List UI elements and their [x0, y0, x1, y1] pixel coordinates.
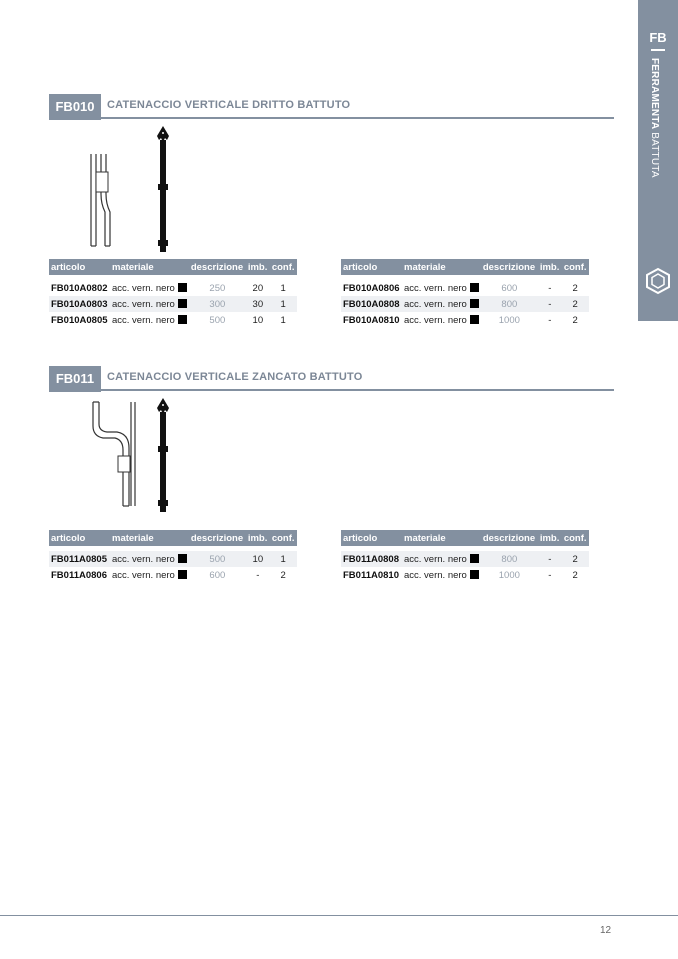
- col-articolo: articolo: [341, 259, 402, 278]
- cell-descrizione: 1000: [498, 314, 520, 326]
- material-text: acc. vern. nero: [404, 298, 467, 310]
- cell-articolo: FB010A0805: [51, 314, 108, 326]
- cell-materiale: [402, 312, 481, 328]
- cell-descrizione: 500: [189, 549, 246, 568]
- col-imb: imb.: [538, 259, 562, 278]
- cell-imb: -: [538, 296, 562, 312]
- material-text: acc. vern. nero: [112, 298, 175, 310]
- side-tab-label-thin: BATTUTA: [649, 132, 660, 178]
- table-row: [341, 312, 589, 328]
- cell-imb: 10: [246, 549, 270, 568]
- col-conf: conf.: [562, 259, 589, 278]
- table-row: [341, 567, 589, 583]
- col-descrizione: descrizione: [189, 259, 246, 278]
- col-descrizione: descrizione: [189, 530, 246, 549]
- cell-articolo: FB010A0808: [341, 296, 402, 312]
- col-materiale: materiale: [110, 530, 189, 549]
- black-color-swatch: [470, 299, 479, 308]
- cell-articolo: FB010A0806: [343, 282, 400, 294]
- cell-conf: 2: [280, 569, 286, 581]
- side-tab-label: [649, 58, 660, 178]
- cell-descrizione: 800: [481, 549, 538, 568]
- footer-rule: [0, 915, 678, 916]
- cell-materiale: [110, 567, 189, 583]
- cell-descrizione: 300: [189, 296, 246, 312]
- table-row: [49, 278, 297, 297]
- material-text: acc. vern. nero: [112, 282, 175, 294]
- cell-articolo: FB011A0805: [49, 549, 110, 568]
- table-header-row: [341, 530, 589, 549]
- cell-imb: -: [548, 569, 552, 581]
- section-code: FB010: [49, 94, 101, 120]
- table-row: [341, 296, 589, 312]
- table-row: [49, 567, 297, 583]
- cell-imb: 20: [252, 282, 264, 294]
- page-number: 12: [600, 925, 612, 936]
- table-row: [49, 549, 297, 568]
- black-color-swatch: [470, 283, 479, 292]
- table-row: [341, 278, 589, 297]
- table-header-row: [341, 259, 589, 278]
- cell-conf: 2: [572, 314, 578, 326]
- col-articolo: articolo: [49, 530, 110, 549]
- cell-materiale: [110, 312, 189, 328]
- cell-imb: -: [548, 314, 552, 326]
- cell-articolo: FB011A0808: [341, 549, 402, 568]
- black-color-swatch: [178, 283, 187, 292]
- black-color-swatch: [178, 299, 187, 308]
- material-text: acc. vern. nero: [112, 553, 175, 565]
- black-color-swatch: [178, 315, 187, 324]
- black-color-swatch: [178, 554, 187, 563]
- cell-materiale: [402, 549, 481, 568]
- col-descrizione: descrizione: [481, 530, 538, 549]
- section-header-fb011: [49, 366, 614, 392]
- cell-articolo: FB011A0810: [343, 569, 399, 581]
- cell-imb: 10: [252, 314, 264, 326]
- col-materiale: materiale: [402, 259, 481, 278]
- section-header-fb010: [49, 94, 614, 120]
- side-tab-label-bold: FERRAMENTA: [649, 58, 660, 130]
- cell-conf: 2: [562, 549, 589, 568]
- cell-articolo: FB010A0803: [49, 296, 110, 312]
- cell-materiale: [402, 296, 481, 312]
- section-title: CATENACCIO VERTICALE ZANCATO BATTUTO: [107, 371, 363, 383]
- cell-articolo: FB011A0806: [51, 569, 107, 581]
- cell-imb: 30: [246, 296, 270, 312]
- col-imb: imb.: [246, 259, 270, 278]
- material-text: acc. vern. nero: [112, 569, 175, 581]
- cell-articolo: FB010A0802: [51, 282, 108, 294]
- cell-materiale: [402, 278, 481, 297]
- table-fb011-right: [341, 530, 589, 583]
- side-tab-divider: [651, 49, 665, 51]
- table-fb010-right: [341, 259, 589, 328]
- cell-descrizione: 500: [209, 314, 226, 326]
- col-conf: conf.: [270, 530, 297, 549]
- cell-conf: 2: [572, 282, 578, 294]
- black-color-swatch: [178, 570, 187, 579]
- material-text: acc. vern. nero: [404, 282, 467, 294]
- black-color-swatch: [470, 554, 479, 563]
- cell-conf: 1: [270, 296, 297, 312]
- col-materiale: materiale: [110, 259, 189, 278]
- cell-descrizione: 600: [501, 282, 518, 294]
- material-text: acc. vern. nero: [112, 314, 175, 326]
- col-imb: imb.: [246, 530, 270, 549]
- cell-conf: 2: [572, 569, 578, 581]
- section-code: FB011: [49, 366, 101, 392]
- black-color-swatch: [470, 570, 479, 579]
- col-descrizione: descrizione: [481, 259, 538, 278]
- cell-imb: -: [538, 549, 562, 568]
- table-row: [49, 312, 297, 328]
- cell-descrizione: 800: [481, 296, 538, 312]
- material-text: acc. vern. nero: [404, 553, 467, 565]
- col-imb: imb.: [538, 530, 562, 549]
- cell-descrizione: 250: [209, 282, 226, 294]
- cell-materiale: [110, 296, 189, 312]
- material-text: acc. vern. nero: [404, 314, 467, 326]
- cell-descrizione: 600: [209, 569, 226, 581]
- cell-conf: 1: [270, 549, 297, 568]
- section-rule: [101, 117, 614, 119]
- cranked-bolt-illustration: [85, 396, 185, 526]
- cell-articolo: FB010A0810: [343, 314, 400, 326]
- col-conf: conf.: [562, 530, 589, 549]
- cell-imb: -: [256, 569, 260, 581]
- cell-conf: 1: [280, 282, 286, 294]
- section-title: CATENACCIO VERTICALE DRITTO BATTUTO: [107, 99, 351, 111]
- table-fb010-left: [49, 259, 297, 328]
- cell-conf: 1: [280, 314, 286, 326]
- material-text: acc. vern. nero: [404, 569, 467, 581]
- table-header-row: [49, 259, 297, 278]
- cell-descrizione: 1000: [498, 569, 520, 581]
- table-header-row: [49, 530, 297, 549]
- cell-conf: 2: [562, 296, 589, 312]
- cell-imb: -: [548, 282, 552, 294]
- side-tab-code: FB: [649, 30, 667, 45]
- cell-materiale: [110, 549, 189, 568]
- col-articolo: articolo: [341, 530, 402, 549]
- cell-materiale: [110, 278, 189, 297]
- cell-materiale: [402, 567, 481, 583]
- table-row: [341, 549, 589, 568]
- col-materiale: materiale: [402, 530, 481, 549]
- straight-bolt-illustration: [85, 124, 185, 254]
- black-color-swatch: [470, 315, 479, 324]
- side-tab: [638, 0, 678, 321]
- table-row: [49, 296, 297, 312]
- section-rule: [101, 389, 614, 391]
- table-fb011-left: [49, 530, 297, 583]
- col-conf: conf.: [270, 259, 297, 278]
- col-articolo: articolo: [49, 259, 110, 278]
- hex-nut-icon: [644, 267, 672, 295]
